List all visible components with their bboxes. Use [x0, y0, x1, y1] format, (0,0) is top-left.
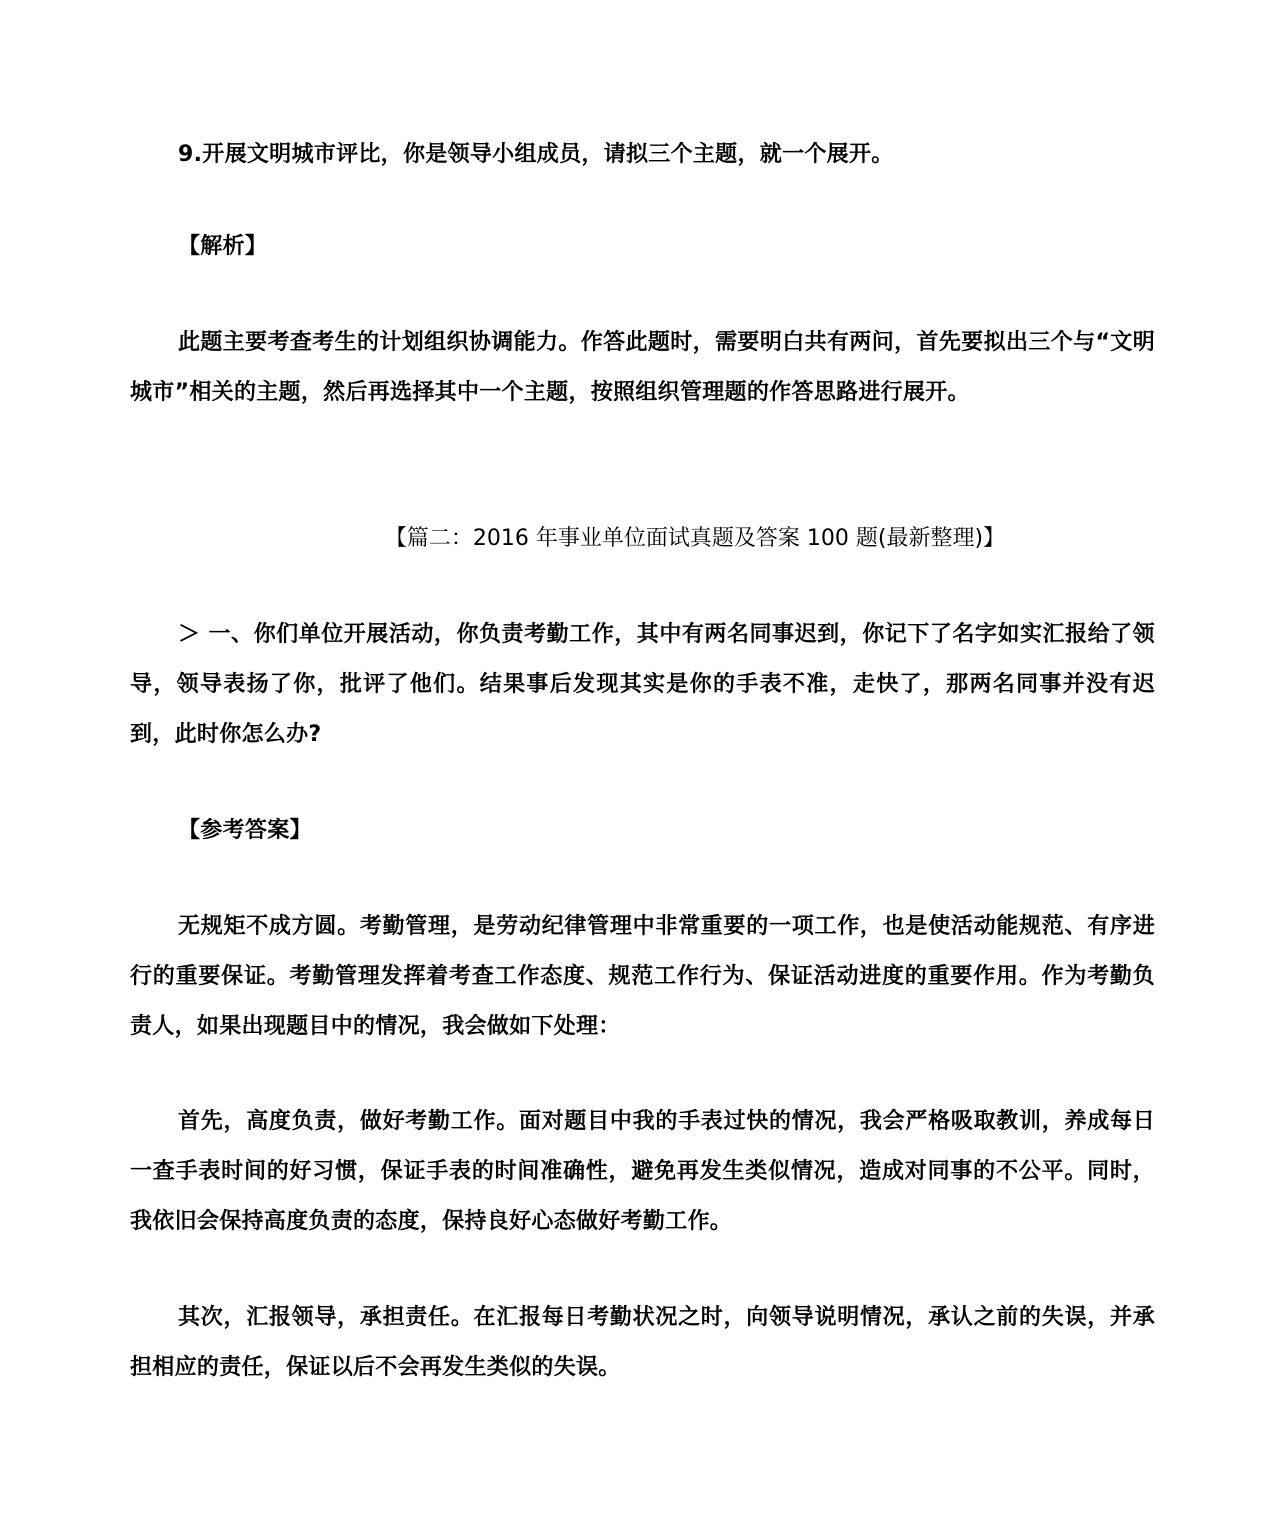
answer-first-paragraph: 首先，高度负责，做好考勤工作。面对题目中我的手表过快的情况，我会严格吸取教训，养成每日一查手表时间的好习惯，保证手表的时间准确性，避免再发生类似情况，造成对同事的不公平。同时，我依旧会保持高度负责的态度，保持良好心态做好考勤工作。	[130, 1109, 1155, 1234]
reference-answer-label: 【参考答案】	[178, 818, 312, 843]
answer-intro-paragraph: 无规矩不成方圆。考勤管理，是劳动纪律管理中非常重要的一项工作，也是使活动能规范、有序进行的重要保证。考勤管理发挥着考查工作态度、规范工作行为、保证活动进度的重要作用。作为考勤负责人，如果出现题目中的情况，我会做如下处理：	[130, 914, 1155, 1039]
section-heading: 【篇二：2016 年事业单位面试真题及答案 100 题(最新整理)】	[384, 526, 1006, 551]
analysis-paragraph: 此题主要考查考生的计划组织协调能力。作答此题时，需要明白共有两问，首先要拟出三个与“文明城市”相关的主题，然后再选择其中一个主题，按照组织管理题的作答思路进行展开。	[130, 330, 1155, 405]
question-9-text: 9.开展文明城市评比，你是领导小组成员，请拟三个主题，就一个展开。	[178, 142, 894, 167]
analysis-label: 【解析】	[178, 234, 268, 259]
answer-second-paragraph: 其次，汇报领导，承担责任。在汇报每日考勤状况之时，向领导说明情况，承认之前的失误，并承担相应的责任，保证以后不会再发生类似的失误。	[130, 1305, 1155, 1380]
question-one-paragraph: ＞ 一、你们单位开展活动，你负责考勤工作，其中有两名同事迟到，你记下了名字如实汇报给了领导，领导表扬了你，批评了他们。结果事后发现其实是你的手表不准，走快了，那两名同事并没有迟到，此时你怎么办?	[130, 622, 1155, 747]
